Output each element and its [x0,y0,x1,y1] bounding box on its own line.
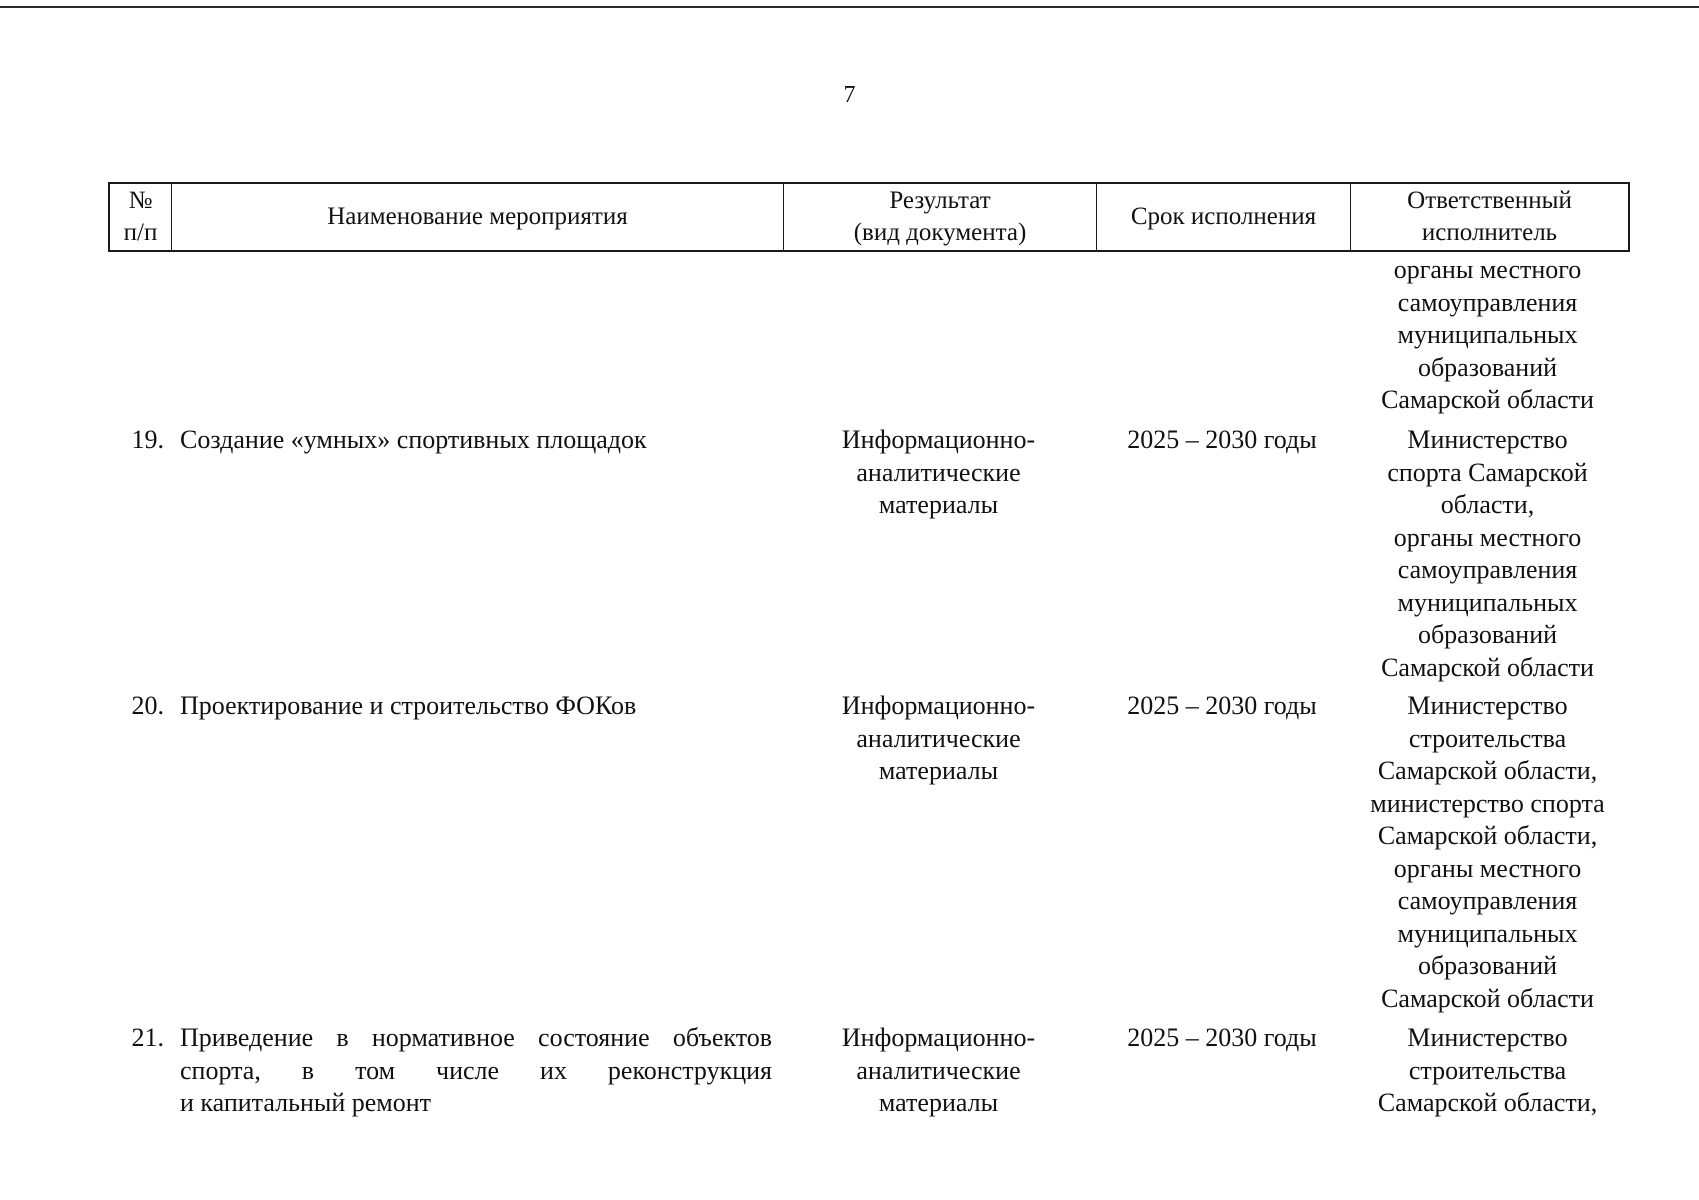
row-number: 19. [131,425,164,454]
table-row [108,690,1630,1015]
header-number: № п/п [110,184,172,250]
event-name-line: Создание «умных» спортивных площадок [180,425,647,454]
term-cell: 2025 – 2030 годы [1127,691,1317,720]
term-cell: 2025 – 2030 годы [1127,425,1317,454]
table-row [108,424,1630,684]
event-name-line: спорта, в том числе их реконструкция [180,1055,772,1085]
event-name-line: Приведение в нормативное состояние объектов [180,1023,772,1052]
row-number: 21. [131,1023,164,1052]
page-top-rule [0,6,1699,8]
row-number: 20. [131,691,164,720]
header-result: Результат (вид документа) [784,184,1097,250]
event-name-cell [170,424,782,684]
table-row [108,1022,1630,1120]
term-cell: 2025 – 2030 годы [1127,1023,1317,1052]
result-cell: Информационно- аналитические материалы [841,425,1036,519]
result-cell: Информационно- аналитические материалы [841,691,1036,785]
result-cell: Информационно- аналитические материалы [841,1023,1036,1117]
table-row-continuation [108,254,1630,417]
header-event-name: Наименование мероприятия [172,184,784,250]
table-header [108,182,1630,252]
event-name-line: Проектирование и строительство ФОКов [180,691,637,720]
responsible-cell: Министерство строительства Самарской области, министерство спорта Самарской области, органы местного самоуправления муниципальных образований Самарской области [1370,691,1605,1013]
responsible-cell: Министерство спорта Самарской области, органы местного самоуправления муниципальных образований Самарской области [1381,425,1594,682]
event-name-cell [170,1022,782,1120]
responsible-cell: Министерство строительства Самарской области, [1377,1023,1598,1117]
page-number: 7 [843,82,856,108]
header-responsible: Ответственный исполнитель [1407,187,1572,246]
event-name-line: и капитальный ремонт [180,1088,432,1117]
responsible-cell: органы местного самоуправления муниципальных образований Самарской области [1381,255,1594,414]
event-name-cell [170,690,782,1015]
header-term: Срок исполнения [1097,184,1351,250]
